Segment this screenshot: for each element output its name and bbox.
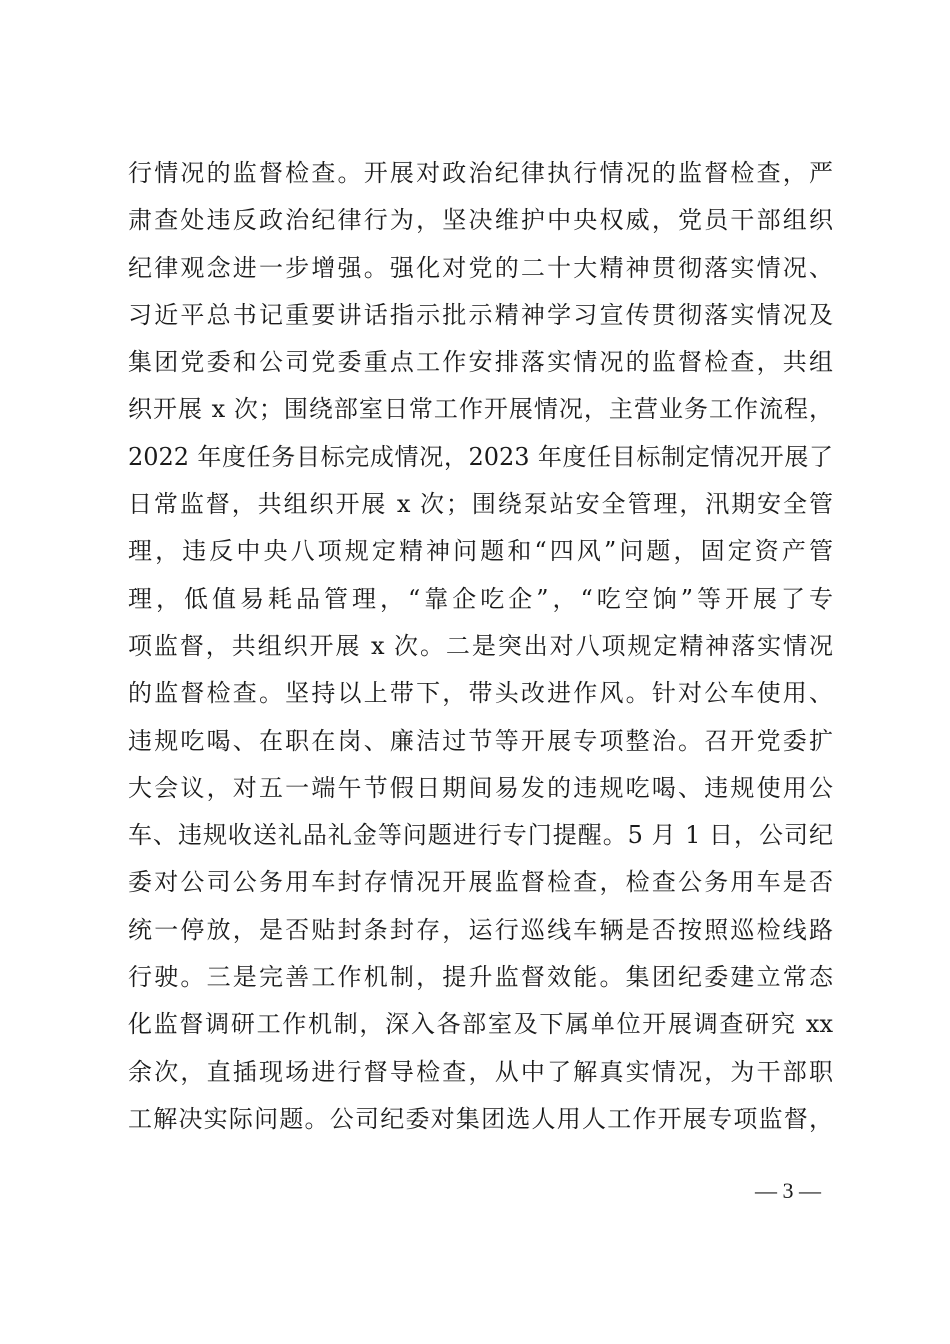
- text-line-19: 化监督调研工作机制，深入各部室及下属单位开展调查研究 xx: [128, 1010, 833, 1039]
- text-line-7: 2022 年度任务目标完成情况，2023 年度任目标制定情况开展了: [128, 442, 833, 471]
- text-line-15: 车、违规收送礼品礼金等问题进行专门提醒。5 月 1 日，公司纪: [128, 821, 833, 850]
- text-line-10: 理，低值易耗品管理，“靠企吃企”，“吃空饷”等开展了专: [128, 584, 833, 613]
- text-line-12: 的监督检查。坚持以上带下，带头改进作风。针对公车使用、: [128, 679, 833, 708]
- text-line-20: 余次，直插现场进行督导检查，从中了解真实情况，为干部职: [128, 1057, 833, 1086]
- text-line-3: 纪律观念进一步增强。强化对党的二十大精神贯彻落实情况、: [128, 253, 833, 282]
- text-line-1: 行情况的监督检查。开展对政治纪律执行情况的监督检查，严: [128, 159, 833, 187]
- text-line-16: 委对公司公务用车封存情况开展监督检查，检查公务用车是否: [128, 868, 833, 897]
- text-line-2: 肃查处违反政治纪律行为，坚决维护中央权威，党员干部组织: [128, 206, 833, 235]
- text-line-4: 习近平总书记重要讲话指示批示精神学习宣传贯彻落实情况及: [128, 300, 833, 329]
- text-line-13: 违规吃喝、在职在岗、廉洁过节等开展专项整治。召开党委扩: [128, 726, 833, 755]
- text-line-11: 项监督，共组织开展 x 次。二是突出对八项规定精神落实情况: [128, 631, 833, 660]
- body-paragraph: [128, 150, 833, 1143]
- text-line-9: 理，违反中央八项规定精神问题和“四风”问题，固定资产管: [128, 537, 833, 566]
- text-line-18: 行驶。三是完善工作机制，提升监督效能。集团纪委建立常态: [128, 963, 833, 992]
- page-number: — 3 —: [755, 1178, 821, 1203]
- text-line-8: 日常监督，共组织开展 x 次；围绕泵站安全管理，汛期安全管: [128, 490, 833, 519]
- text-line-6: 织开展 x 次；围绕部室日常工作开展情况，主营业务工作流程，: [128, 395, 833, 424]
- text-line-5: 集团党委和公司党委重点工作安排落实情况的监督检查，共组: [128, 348, 833, 377]
- text-line-14: 大会议，对五一端午节假日期间易发的违规吃喝、违规使用公: [128, 773, 833, 802]
- text-line-17: 统一停放，是否贴封条封存，运行巡线车辆是否按照巡检线路: [128, 915, 833, 944]
- text-line-21: 工解决实际问题。公司纪委对集团选人用人工作开展专项监督，: [128, 1104, 833, 1133]
